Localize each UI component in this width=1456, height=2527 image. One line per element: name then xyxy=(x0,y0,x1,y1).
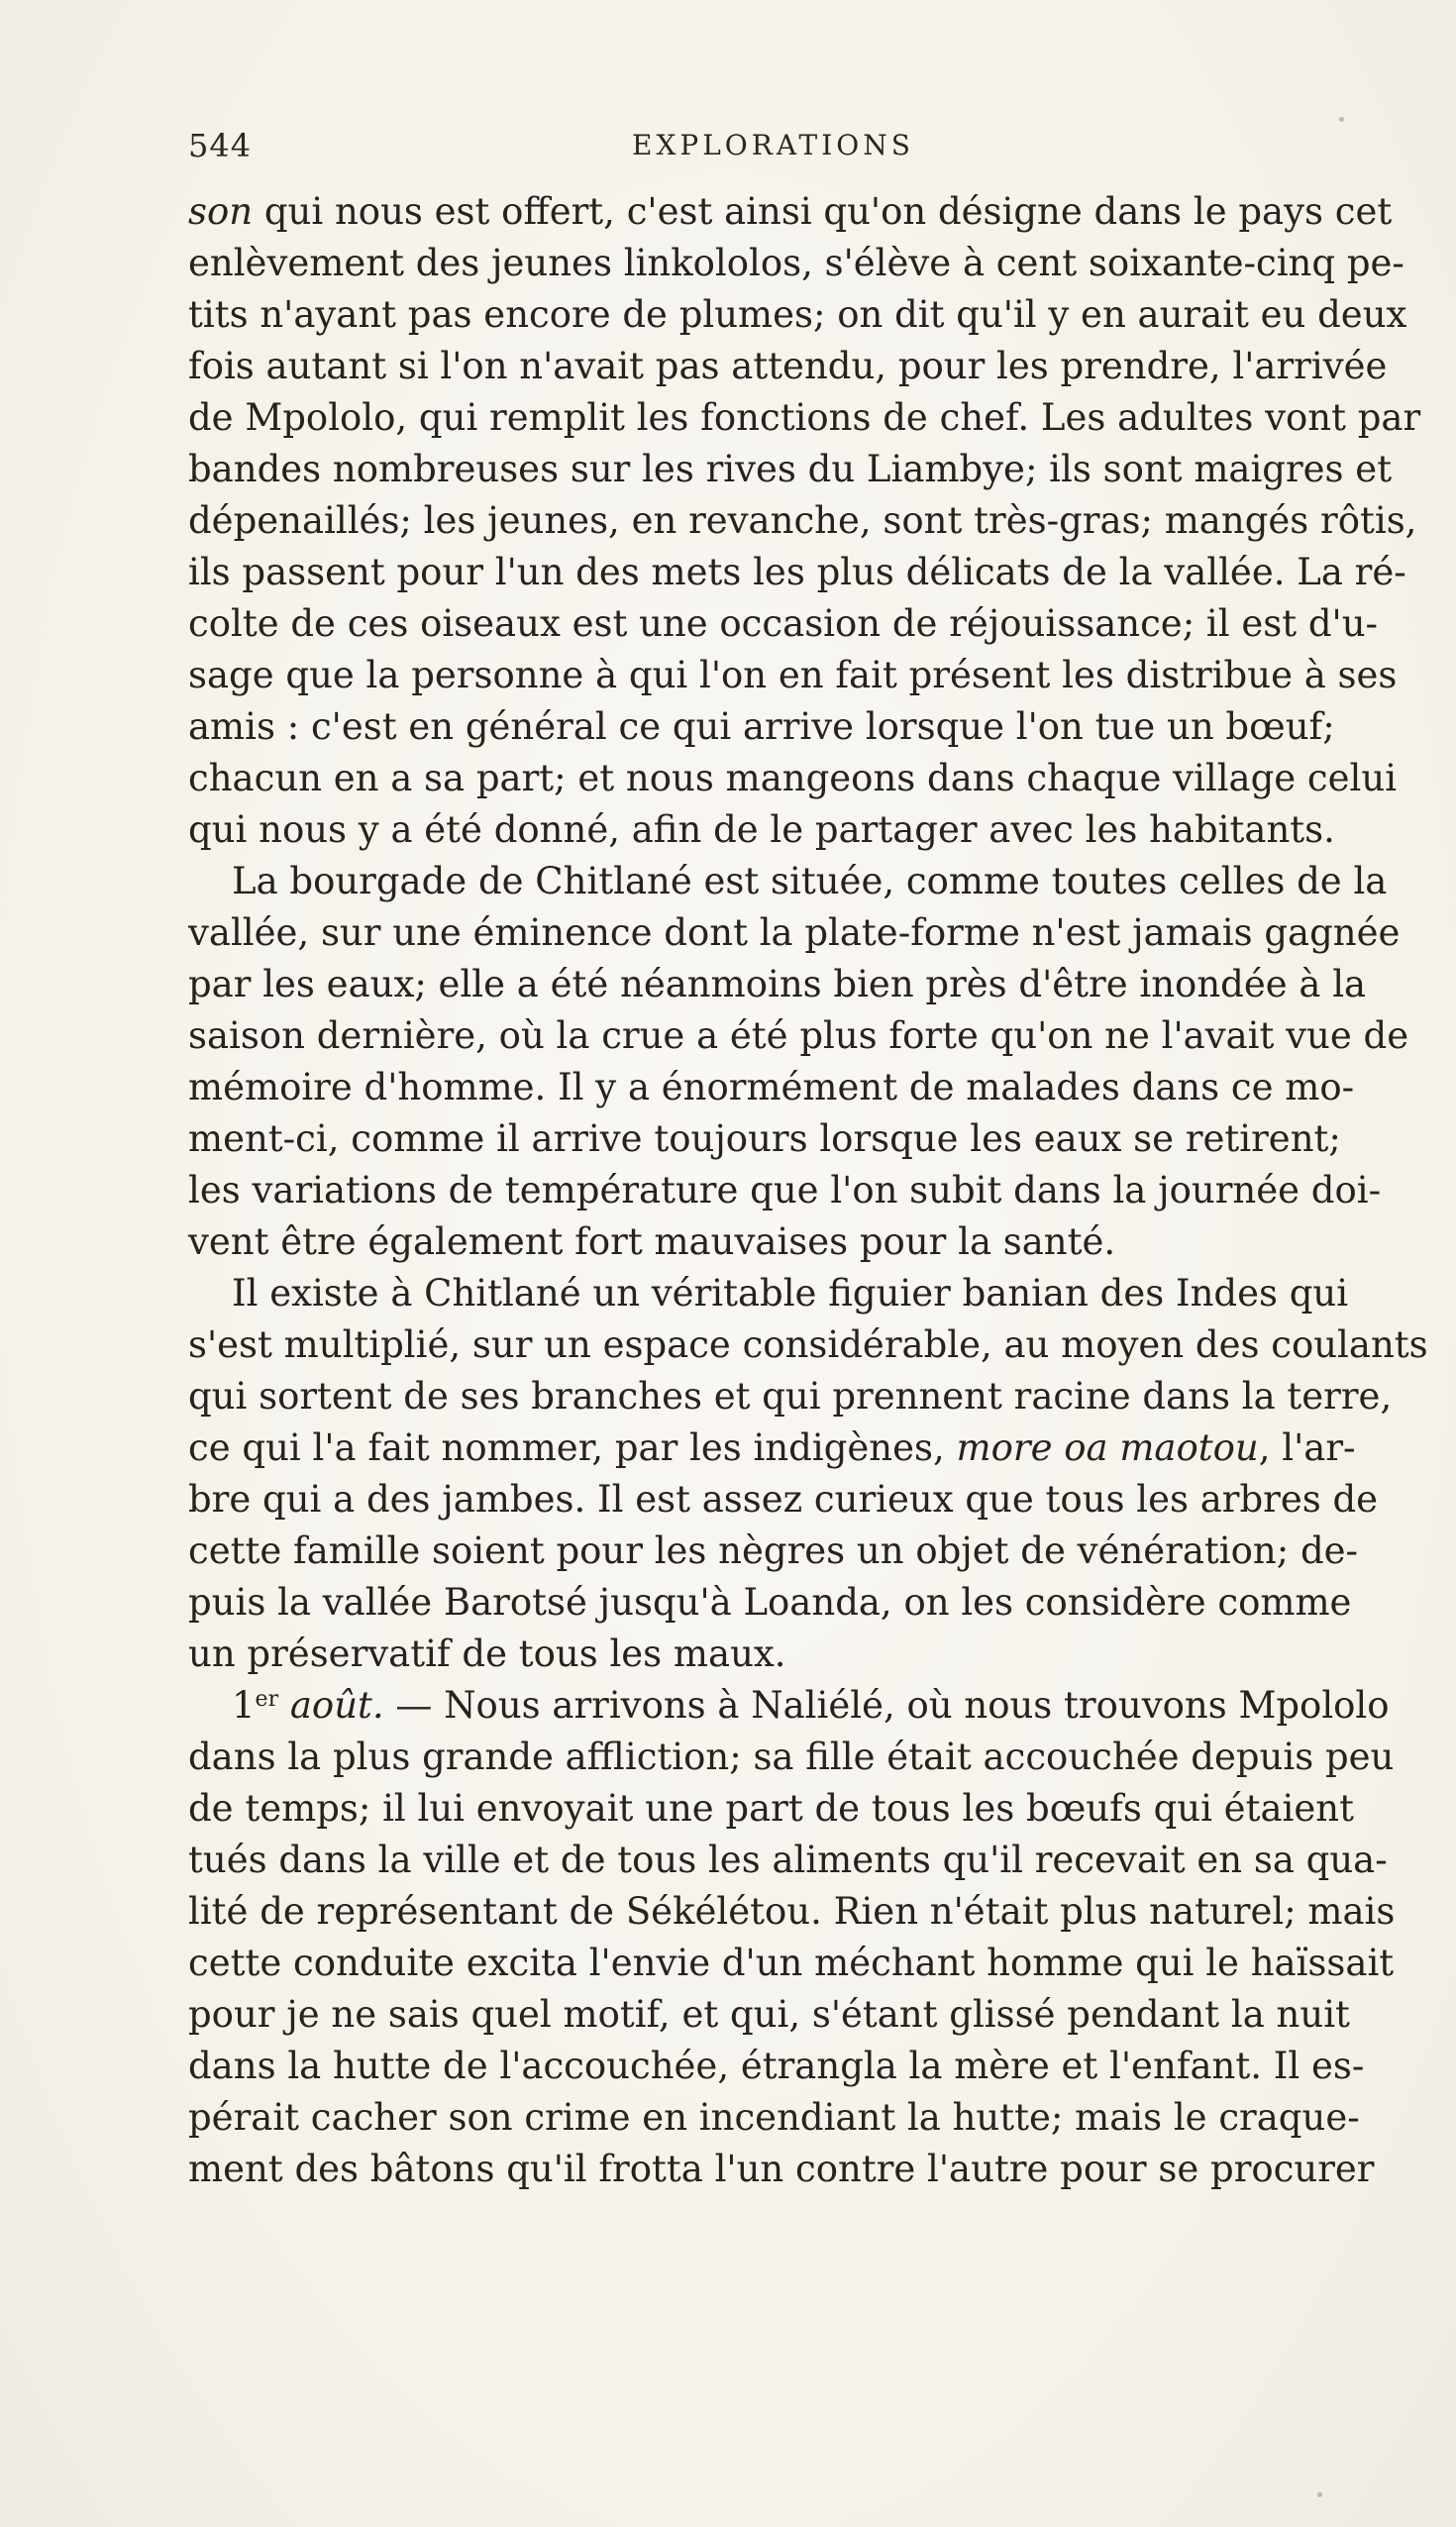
italic-text: son xyxy=(188,190,254,233)
line-text: pour je ne sais quel motif, et qui, s'étant glissé pendant la nuit xyxy=(188,1993,1350,2036)
line-text: cette famille soient pour les nègres un objet de vénération; de- xyxy=(188,1529,1359,1572)
line-text: ce qui l'a fait nommer, par les indigènes, xyxy=(188,1426,957,1469)
line-text: ment des bâtons qu'il frotta l'un contre l'autre pour se procurer xyxy=(188,2148,1375,2190)
line-text: vallée, sur une éminence dont la plate-forme n'est jamais gagnée xyxy=(188,911,1401,954)
text-line xyxy=(188,1732,1395,1783)
text-line xyxy=(188,341,1388,392)
text-line xyxy=(188,2041,1365,2092)
line-text: ment-ci, comme il arrive toujours lorsque les eaux se retirent; xyxy=(188,1117,1341,1160)
paper-speck xyxy=(1317,2492,1322,2497)
text-line xyxy=(188,1938,1395,1989)
text-line xyxy=(188,547,1406,598)
running-title: EXPLORATIONS xyxy=(632,129,914,161)
text-line xyxy=(188,1680,1390,1732)
line-text: cette conduite excita l'envie d'un méchant homme qui le haïssait xyxy=(188,1942,1395,1984)
text-line xyxy=(188,444,1393,495)
body-text xyxy=(188,186,1428,2195)
text-line xyxy=(188,907,1401,959)
line-text: qui nous est offert, c'est ainsi qu'on désigne dans le pays cet xyxy=(253,190,1393,233)
line-text: vent être également fort mauvaises pour la santé. xyxy=(188,1220,1116,1263)
text-line xyxy=(188,1371,1393,1422)
text-line xyxy=(188,1577,1352,1629)
line-text: par les eaux; elle a été néanmoins bien près d'être inondée à la xyxy=(188,963,1367,1005)
date-day: 1 xyxy=(232,1684,256,1727)
text-line xyxy=(188,2144,1375,2195)
line-text: tués dans la ville et de tous les aliments qu'il recevait en sa qua- xyxy=(188,1839,1388,1881)
line-text: dans la plus grande affliction; sa fille était accouchée depuis peu xyxy=(188,1736,1395,1778)
line-text: mémoire d'homme. Il y a énormément de malades dans ce mo- xyxy=(188,1066,1355,1108)
line-text: un préservatif de tous les maux. xyxy=(188,1632,786,1675)
line-text: enlèvement des jeunes linkololos, s'élève à cent soixante-cinq pe- xyxy=(188,242,1404,284)
line-text: qui sortent de ses branches et qui prennent racine dans la terre, xyxy=(188,1375,1393,1418)
paper-speck xyxy=(1339,117,1344,122)
italic-text: more oa maotou xyxy=(956,1426,1259,1469)
text-line xyxy=(188,1474,1379,1526)
text-line xyxy=(188,1010,1409,1062)
line-text: La bourgade de Chitlané est située, comme toutes celles de la xyxy=(232,860,1388,902)
line-text: Il existe à Chitlané un véritable figuier banian des Indes qui xyxy=(232,1272,1349,1315)
line-text: qui nous y a été donné, afin de le partager avec les habitants. xyxy=(188,808,1335,851)
line-text: — Nous arrivons à Naliélé, où nous trouvons Mpololo xyxy=(383,1684,1390,1727)
text-line xyxy=(188,1989,1350,2041)
line-text: colte de ces oiseaux est une occasion de réjouissance; il est d'u- xyxy=(188,602,1379,645)
text-line xyxy=(188,1783,1354,1835)
text-line xyxy=(188,1886,1396,1938)
line-text: chacun en a sa part; et nous mangeons dans chaque village celui xyxy=(188,757,1398,799)
text-line xyxy=(188,598,1379,650)
text-line xyxy=(188,1629,1325,1680)
line-text: sage que la personne à qui l'on en fait présent les distribue à ses xyxy=(188,654,1398,696)
line-text: bandes nombreuses sur les rives du Liambye; ils sont maigres et xyxy=(188,448,1393,490)
text-line xyxy=(188,1268,1349,1319)
text-line xyxy=(188,2092,1360,2144)
text-line xyxy=(188,701,1335,753)
page-header xyxy=(188,127,1327,166)
text-line xyxy=(188,804,1335,856)
text-line xyxy=(188,1165,1382,1216)
line-text: de Mpololo, qui remplit les fonctions de chef. Les adultes vont par xyxy=(188,396,1421,439)
page-number: 544 xyxy=(188,127,253,164)
line-text: bre qui a des jambes. Il est assez curieux que tous les arbres de xyxy=(188,1478,1379,1521)
text-line xyxy=(188,1526,1359,1577)
line-text: ils passent pour l'un des mets les plus délicats de la vallée. La ré- xyxy=(188,551,1406,593)
text-line xyxy=(188,1422,1356,1474)
text-line xyxy=(188,753,1398,804)
line-text: saison dernière, où la crue a été plus forte qu'on ne l'avait vue de xyxy=(188,1014,1409,1057)
text-line xyxy=(188,238,1404,289)
text-line xyxy=(188,186,1393,238)
line-text: les variations de température que l'on subit dans la journée doi- xyxy=(188,1169,1382,1211)
text-line xyxy=(188,1319,1428,1371)
text-line xyxy=(188,495,1417,547)
text-line xyxy=(188,1113,1341,1165)
line-text: tits n'ayant pas encore de plumes; on dit qu'il y en aurait eu deux xyxy=(188,293,1407,336)
text-line xyxy=(188,1835,1388,1886)
text-line xyxy=(188,856,1388,907)
text-line xyxy=(188,650,1398,701)
line-text: dans la hutte de l'accouchée, étrangla la mère et l'enfant. Il es- xyxy=(188,2045,1365,2087)
line-text: s'est multiplié, sur un espace considérable, au moyen des coulants xyxy=(188,1323,1428,1366)
text-line xyxy=(188,392,1421,444)
text-line xyxy=(188,289,1407,341)
line-text: fois autant si l'on n'avait pas attendu, pour les prendre, l'arrivée xyxy=(188,345,1388,387)
text-line xyxy=(188,1216,1325,1268)
italic-text: août. xyxy=(278,1684,384,1727)
line-text: amis : c'est en général ce qui arrive lorsque l'on tue un bœuf; xyxy=(188,705,1335,748)
text-line xyxy=(188,1062,1355,1113)
line-text: pérait cacher son crime en incendiant la hutte; mais le craque- xyxy=(188,2096,1360,2139)
text-line xyxy=(188,959,1367,1010)
date-superscript: er xyxy=(255,1687,279,1712)
line-text: lité de représentant de Sékélétou. Rien n'était plus naturel; mais xyxy=(188,1890,1396,1933)
line-text: de temps; il lui envoyait une part de tous les bœufs qui étaient xyxy=(188,1787,1354,1830)
line-text: , l'ar- xyxy=(1258,1426,1356,1469)
line-text: dépenaillés; les jeunes, en revanche, sont très-gras; mangés rôtis, xyxy=(188,499,1417,542)
line-text: puis la vallée Barotsé jusqu'à Loanda, on les considère comme xyxy=(188,1581,1352,1624)
